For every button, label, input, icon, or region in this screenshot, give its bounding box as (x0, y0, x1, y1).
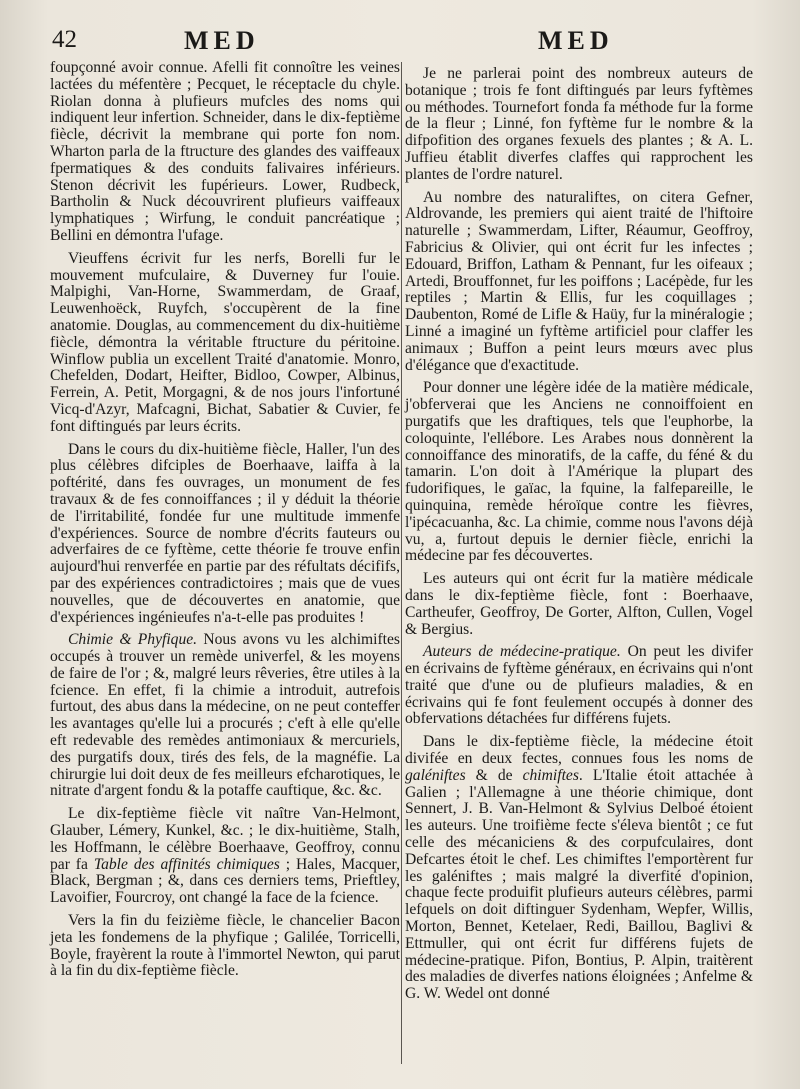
continued-paragraph (50, 60, 400, 245)
paragraph-text: Vers la fin du feizième fiècle, le chancelier Bacon jeta les fondemens de la phyfique ; Galilée, Torricelli, Boyle, frayèrent la route à l'immortel Newton, qui parut à la fin du dix-feptième fiècle. (50, 912, 400, 980)
paragraph-text: Vieuffens écrivit fur les nerfs, Borelli fur le mouvement mufculaire, & Duverney fur l'ouie. Malpighi, Van-Horne, Swammerdam, de Graaf, Leuwenhoëck, Ruyfch, s'occupèrent de la fine anatomie. Douglas, au commencement du dix-huitième fiècle, démontra la véritable ftructure du péritoine. Winflow publia un excellent Traité d'anatomie. Monro, Chefelden, Dodart, Heifter, Bidloo, Cowper, Albinus, Ferrein, A. Petit, Morgagni, & de nos jours l'infortuné Vicq-d'Azyr, Mafcagni, Bichat, Sabatier & Cuvier, fe font diftingués par leurs écrits. (50, 249, 400, 435)
page-header (0, 22, 800, 62)
left-column (50, 60, 400, 980)
paragraph (50, 632, 400, 800)
paragraph (405, 380, 753, 565)
paragraph-text: . L'Italie étoit attachée à Galien ; l'Allemagne à une théorie chimique, dont Sennert, J. B. Van-Helmont & Sylvius Delboé étoient les auteurs. Une troifième fecte s'éleva bientôt ; ce fut celle des mécaniciens & des corpufculaires, dont Defcartes étoit le chef. Les chimiftes l'emportèrent fur les galéniftes ; mais malgré la diverfité d'opinion, chaque fecte produifit plufieurs auteurs célèbres, parmi lefquels on doit diftinguer Sydenham, Wepfer, Willis, Morton, Bennet, Ketelaer, Redi, Baillou, Baglivi & Ettmuller, qui ont écrit fur différens fujets de médecine-pratique. Pifon, Bontius, P. Alpin, traitèrent des maladies de diverfes nations éloignées ; Anfelme & G. W. Wedel ont donné (405, 766, 753, 1003)
paragraph (405, 190, 753, 375)
paragraph-text: Le dix-feptième fiècle vit naître Van-Helmont, Glauber, Lémery, Kunkel, &c. ; le dix-huitième, Stalh, les Hoffmann, le célèbre Boerhaave, Geoffroy, connu par fa (50, 805, 400, 873)
section-heading: Auteurs de médecine-pratique. (423, 643, 621, 661)
column-divider (401, 62, 402, 1064)
running-head-left: MED (184, 26, 260, 55)
paragraph (405, 66, 753, 184)
italic-term: chimiftes (522, 766, 579, 784)
paragraph-text: Pour donner une légère idée de la matière médicale, j'obferverai que les Anciens ne connoiffoient en purgatifs que les draftiques, tels que l'euphorbe, la coloquinte, l'ellébore. Les Arabes nous donnèrent la connoiffance des minoratifs, de la caffe, du féné & du tamarin. L'on doit à l'Amérique la plupart des fudorifiques, le gaïac, la fquine, la falfepareille, le quinquina, remède héroïque contre les fièvres, l'ipécacuanha, &c. La chimie, comme nous l'avons déjà vu, a, furtout depuis le dernier fiècle, enrichi la médecine par fes découvertes. (405, 379, 753, 565)
paragraph-text: & de (465, 766, 523, 784)
paragraph-text: Dans le dix-feptième fiècle, la médecine étoit divifée en deux fectes, connues fous les noms de (405, 733, 753, 768)
paragraph-text: foupçonné avoir connue. Afelli fit connoître les veines lactées du méfentère ; Pecquet, le réceptacle du chyle. Riolan donna à plufieurs mufcles des noms qui indiquent leur infertion. Schneider, dans le dix-feptième fiècle, décrivit la membrane qui porte fon nom. Wharton parla de la ftructure des glandes des vaiffeaux fpermatiques & des conduits falivaires inférieurs. Stenon décrivit les fupérieurs. Lower, Rudbeck, Bartholin & Nuck découvrirent plufieurs vaiffeaux lymphatiques ; Wirfung, le conduit pancréatique ; Bellini en démontra l'ufage. (50, 59, 400, 244)
paragraph (405, 644, 753, 728)
section-heading: Chimie & Phyfique. (68, 631, 198, 649)
paragraph (50, 806, 400, 907)
paragraph-text: On peut les divifer en écrivains de fyftème généraux, en écrivains qui n'ont traité que d'une ou de plufieurs maladies, & en écrivains qui fe font feulement occupés à donner des obfervations détachées fur différens fujets. (405, 643, 753, 728)
paragraph (50, 913, 400, 980)
paragraph (405, 571, 753, 638)
paragraph-text: Les auteurs qui ont écrit fur la matière médicale dans le dix-feptième fiècle, font : Boerhaave, Cartheufer, Geoffroy, De Gorter, Alfton, Cullen, Vogel & Bergius. (405, 570, 753, 638)
paragraph-text: Au nombre des naturaliftes, on citera Gefner, Aldrovande, les premiers qui aient traité de l'hiftoire naturelle ; Swammerdam, Lifter, Réaumur, Geoffroy, Fabricius & Olivier, qui ont écrit fur les infectes ; Edouard, Briffon, Latham & Pennant, fur les oifeaux ; Artedi, Brouffonnet, fur les poiffons ; Lacépède, fur les reptiles ; Martin & Ellis, fur les coquillages ; Daubenton, Romé de Lifle & Haüy, fur la minéralogie ; Linné a imaginé un fyftème artificiel pour claffer les animaux ; Buffon a peint leurs mœurs avec plus d'élégance que d'exactitude. (405, 188, 753, 374)
paragraph (50, 251, 400, 436)
paragraph (405, 734, 753, 1003)
italic-term: Table des affinités chimiques (93, 855, 280, 873)
paragraph-text: Nous avons vu les alchimiftes occupés à trouver un remède univerfel, & les moyens de faire de l'or ; &, malgré leurs rêveries, être utiles à la fcience. En effet, fi la chimie a introduit, autrefois furtout, des abus dans la médecine, on ne peut conteffer les avantages qu'elle lui a procurés ; c'eft à elle qu'elle eft redevable des remèdes antimoniaux & mercuriels, des purgatifs doux, tirés des fels, de la magnéfie. La chirurgie lui doit deux de fes meilleurs efcharotiques, le nitrate d'argent fondu & la potaffe cauftique, &c. &c. (50, 631, 401, 800)
italic-term: galéniftes (405, 766, 466, 784)
running-head-right: MED (538, 26, 614, 55)
paragraph-text: Je ne parlerai point des nombreux auteurs de botanique ; trois fe font diftingués par leurs fyftèmes ou méthodes. Tournefort fonda fa méthode fur la forme de la fleur ; Linné, fon fyftème fur le nombre & la difpofition des organes fexuels des plantes ; & A. L. Juffieu établit diverfes claffes qui rapprochent les plantes de l'ordre naturel. (405, 65, 753, 183)
paragraph-text: ; Hales, Macquer, Black, Bergman ; &, dans ces derniers tems, Prieftley, Lavoifier, Fourcroy, ont changé la face de la fcience. (50, 855, 400, 907)
paragraph (50, 442, 400, 627)
paragraph-text: Dans le cours du dix-huitième fiècle, Haller, l'un des plus célèbres difciples de Boerhaave, laiffa à la poftérité, dans fes ouvrages, un monument de fes travaux & de fes connoiffances ; il y déduit la théorie de l'irritabilité, fondée fur une multitude immenfe d'expériences. Source de nombre d'écrits fauteurs ou adverfaires de ce fyftème, cette théorie fe trouve enfin aujourd'hui renverfée en partie par des réfultats décififs, par des expériences contradictoires ; mais que de vues nouvelles, que de découvertes en anatomie, que d'expériences ingénieufes n'a-t-elle pas produites ! (50, 440, 400, 626)
page-number: 42 (52, 26, 77, 53)
right-column (405, 60, 753, 1003)
